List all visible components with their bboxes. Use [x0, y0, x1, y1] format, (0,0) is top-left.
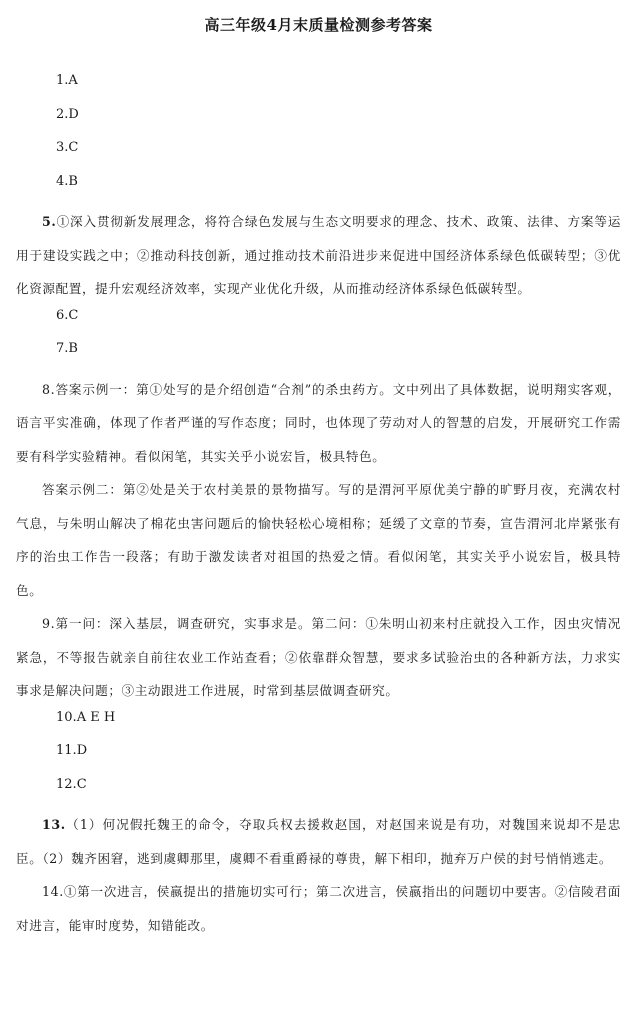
answer-number: 6.: [56, 307, 69, 323]
answer-text: A E H: [76, 709, 116, 725]
answer-number: 13.: [42, 817, 66, 832]
answer-4: [56, 172, 621, 206]
answer-number: 3.: [56, 140, 69, 155]
answer-3: [56, 138, 621, 172]
answer-text: 答案示例一：第①处写的是介绍创造“合剂”的杀虫药方。文中列出了具体数据，说明翔实客观，语言平实准确，体现了作者严谨的写作态度；同时，也体现了劳动对人的智慧的启发，开展研究工作需要有科学实验精神。看似闲笔，其实关乎小说宏旨，极具特色。: [16, 381, 621, 464]
answer-9: [16, 607, 621, 708]
answer-1: [56, 71, 621, 105]
answer-2: [56, 105, 621, 139]
answer-13: [16, 808, 621, 875]
answer-number: 10.: [56, 709, 77, 725]
answer-text: D: [68, 106, 79, 122]
answer-14: [16, 875, 621, 942]
answer-number: 2.: [56, 106, 69, 122]
answer-6: [56, 306, 621, 340]
answer-text: B: [68, 341, 78, 356]
answer-number: 4.: [56, 173, 69, 189]
answer-text: ①深入贯彻新发展理念，将符合绿色发展与生态文明要求的理念、技术、政策、法律、方案等运用于建设实践之中；②推动科技创新，通过推动技术前沿进步来促进中国经济体系绿色低碳转型；③优化资源配置，提升宏观经济效率，实现产业优化升级，从而推动经济体系绿色低碳转型。: [16, 214, 621, 296]
answer-11: [56, 741, 621, 775]
answer-text: （1）何况假托魏王的命令，夺取兵权去援救赵国，对赵国来说是有功，对魏国来说却不是忠臣。（2）魏齐困窘，逃到虞卿那里，虞卿不看重爵禄的尊贵，解下相印，抛弃万户侯的封号悄悄逃走。: [16, 817, 621, 866]
answer-text: C: [68, 307, 79, 323]
answer-number: 14.: [42, 884, 64, 899]
answer-text: A: [68, 73, 78, 88]
answer-8-example-1: [16, 373, 621, 474]
answer-number: 7.: [56, 341, 69, 356]
answer-text: 第一问：深入基层，调查研究，实事求是。第二问：①朱明山初来村庄就投入工作，因虫灾情况紧急，不等报告就亲自前往农业工作站查看；②依靠群众智慧，要求多试验治虫的各种新方法，力求实事求是解决问题；③主动跟进工作进展，时常到基层做调查研究。: [16, 616, 621, 698]
answer-number: 5.: [42, 214, 57, 229]
answer-text: B: [68, 173, 78, 189]
answer-8-example-2: [16, 473, 621, 607]
answer-7: [56, 339, 621, 373]
page-title: 高三年级4月末质量检测参考答案: [204, 16, 433, 34]
answer-number: 11.: [56, 743, 77, 758]
answer-text: C: [68, 140, 79, 155]
answer-number: 1.: [56, 73, 69, 88]
answer-text: ①第一次进言，侯嬴提出的措施切实可行；第二次进言，侯嬴指出的问题切中要害。②信陵君面对进言，能审时度势，知错能改。: [16, 884, 621, 933]
answer-12: [56, 775, 621, 809]
answer-text: D: [76, 743, 88, 758]
answer-10: [56, 708, 621, 742]
answer-text: C: [76, 776, 87, 792]
answer-text: 答案示例二：第②处是关于农村美景的景物描写。写的是渭河平原优美宁静的旷野月夜，充满农村气息，与朱明山解决了棉花虫害问题后的愉快轻松心境相称；延缓了文章的节奏，宣告渭河北岸紧张有序的治虫工作告一段落；有助于激发读者对祖国的热爱之情。看似闲笔，其实关乎小说宏旨，极具特色。: [16, 482, 621, 598]
answer-number: 9.: [42, 616, 56, 631]
answer-5: [16, 205, 621, 306]
answer-number: 8.: [42, 381, 56, 397]
answer-number: 12.: [56, 776, 77, 792]
